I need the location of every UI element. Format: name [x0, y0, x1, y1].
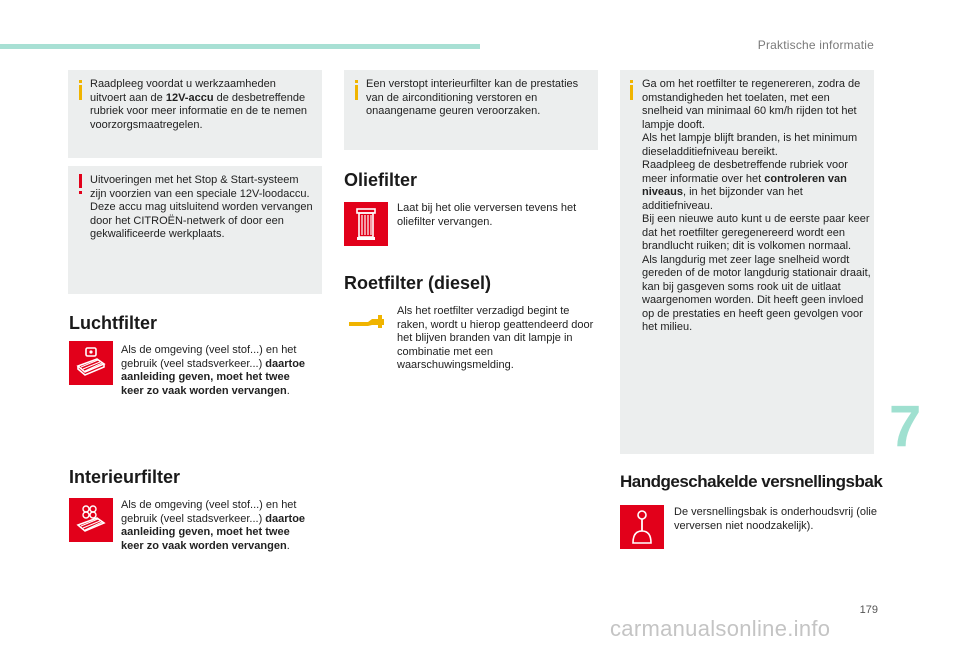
air-filter-icon: [69, 341, 113, 385]
section-title-interieurfilter: Interieurfilter: [69, 467, 181, 487]
warning-note-text: Uitvoeringen met het Stop & Start-systeem zijn voorzien van een speciale 12V-loodaccu. Deze accu mag uitsluitend worden vervangen door het CITROËN-netwerk of door een gekwalificeerde werkplaats.: [90, 174, 313, 240]
info-icon: [79, 85, 82, 100]
warning-note-battery: [68, 166, 322, 294]
section-title-oliefilter: Oliefilter: [344, 170, 418, 190]
page-number: 179: [859, 604, 878, 616]
interieurfilter-text: Als de omgeving (veel stof...) en het gebruik (veel stadsverkeer...) daartoe aanleiding geven, moet het twee keer zo vaak worden vervangen.: [121, 499, 306, 552]
header-accent-bar: [0, 44, 480, 49]
oliefilter-text: Laat bij het olie verversen tevens het oliefilter vervangen.: [397, 202, 577, 228]
section-title-roetfilter: Roetfilter (diesel): [344, 273, 492, 293]
info-note-text: Een verstopt interieurfilter kan de prestaties van de airconditioning verstoren en onaangename geuren veroorzaken.: [366, 78, 579, 117]
roetfilter-text: Als het roetfilter verzadigd begint te raken, wordt u hierop geattendeerd door het blijven branden van dit lampje in combinatie met een waarschuwingsmelding.: [397, 305, 594, 371]
section-title-versnellingsbak: Handgeschakelde versnellingsbak: [620, 472, 883, 491]
watermark: carmanualsonline.info: [610, 616, 831, 641]
info-note-text: Ga om het roetfilter te regenereren, zodra de omstandigheden het toelaten, met een snelheid van minimaal 60 km/h rijden tot het lampje dooft. Als het lampje blijft branden, is het minimum dieseladditiefniveau bereikt. Raadpleeg de desbetreffende rubriek voor meer informatie over het controleren van niveaus, in het bijzonder van het additiefniveau. Bij een nieuwe auto kunt u de eerste paar keer dat het roetfilter geregenereerd wordt een brandlucht ruiken; dit is volkomen normaal. Als langdurig met zeer lage snelheid wordt gereden of de motor langdurig stationair draait, kan bij gasgeven soms rook uit de uitlaat waargenomen worden. Dit heeft geen invloed op de prestaties en heeft geen gevolgen voor het milieu.: [642, 78, 871, 333]
luchtfilter-text: Als de omgeving (veel stof...) en het gebruik (veel stadsverkeer...) daartoe aanleiding geven, moet het twee keer zo vaak worden vervangen.: [121, 344, 306, 397]
cabin-filter-icon: [69, 498, 113, 542]
info-icon: [630, 85, 633, 100]
particle-filter-warning-icon: [344, 305, 388, 335]
section-title-luchtfilter: Luchtfilter: [69, 313, 157, 333]
chapter-number: 7: [889, 394, 922, 459]
oil-filter-icon: [344, 202, 388, 246]
info-note-text: Raadpleeg voordat u werkzaamheden uitvoert aan de 12V-accu de desbetreffende rubriek voor meer informatie en de te nemen voorzorgsmaatregelen.: [90, 78, 308, 131]
info-icon: [355, 85, 358, 100]
warning-icon: [79, 174, 82, 188]
info-note-battery: [68, 70, 322, 158]
info-note-cabin-filter: [344, 70, 598, 150]
running-header: Praktische informatie: [757, 38, 874, 52]
gearbox-icon: [620, 505, 664, 549]
versnellingsbak-text: De versnellingsbak is onderhoudsvrij (olie verversen niet noodzakelijk).: [674, 506, 877, 532]
info-note-regeneration: [620, 70, 874, 454]
